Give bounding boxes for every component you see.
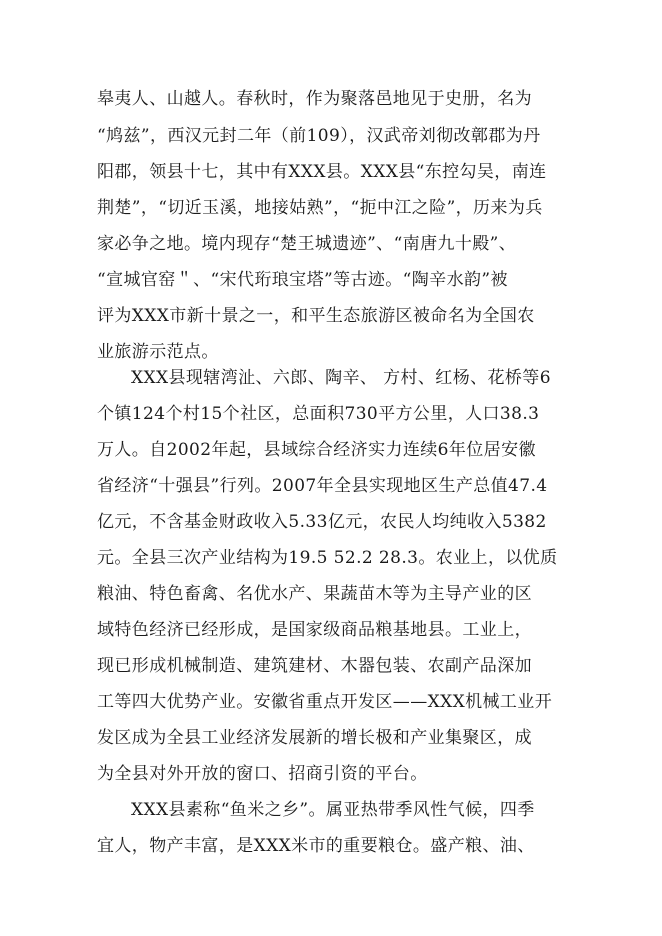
text-line: 省经济“十强县”行列。2007年全县实现地区生产总值47.4 [97, 476, 548, 496]
text-line: “鸠兹”，西汉元封二年（前109），汉武帝刘彻改鄣郡为丹 [97, 126, 541, 146]
text-line: 阳郡，领县十七，其中有XXX县。XXX县“东控勾吴，南连 [97, 162, 547, 182]
text-line: 评为XXX市新十景之一，和平生态旅游区被命名为全国农 [97, 306, 535, 326]
paragraph-start-line: XXX县现辖湾沚、六郎、陶辛、 方村、红杨、花桥等6 [131, 368, 551, 388]
text-line: 现已形成机械制造、建筑建材、木器包装、农副产品深加 [97, 656, 532, 676]
text-line: 万人。自2002年起，县域综合经济实力连续6年位居安徽 [97, 440, 536, 460]
text-line: 元。全县三次产业结构为19.5 52.2 28.3。农业上，以优质 [97, 548, 558, 568]
text-line: 粮油、特色畜禽、名优水产、果蔬苗木等为主导产业的区 [97, 584, 532, 604]
text-line: 为全县对外开放的窗口、招商引资的平台。 [97, 764, 428, 784]
text-line: 荆楚”，“切近玉溪，地接姑熟”，“扼中江之险”，历来为兵 [97, 198, 543, 218]
paragraph-start-line: XXX县素称“鱼米之乡”。属亚热带季风性气候，四季 [131, 800, 535, 820]
text-line: 亿元，不含基金财政收入5.33亿元，农民人均纯收入5382 [97, 512, 547, 532]
text-line: 域特色经济已经形成，是国家级商品粮基地县。工业上， [97, 620, 532, 640]
text-line: 宜人，物产丰富，是XXX米市的重要粮仓。盛产粮、油、 [97, 836, 535, 856]
text-line: 工等四大优势产业。安徽省重点开发区——XXX机械工业开 [97, 692, 553, 712]
text-line: 皋夷人、山越人。春秋时，作为聚落邑地见于史册，名为 [97, 89, 532, 109]
text-line: 发区成为全县工业经济发展新的增长极和产业集聚区，成 [97, 728, 532, 748]
text-line: 家必争之地。境内现存“楚王城遗迹”、“南唐九十殿”、 [97, 234, 517, 254]
text-line: “宣城官窑＂、“宋代珩琅宝塔”等古迹。“陶辛水韵”被 [97, 270, 508, 290]
text-line: 个镇124个村15个社区，总面积730平方公里，人口38.3 [97, 404, 540, 424]
text-line: 业旅游示范点。 [97, 342, 219, 362]
